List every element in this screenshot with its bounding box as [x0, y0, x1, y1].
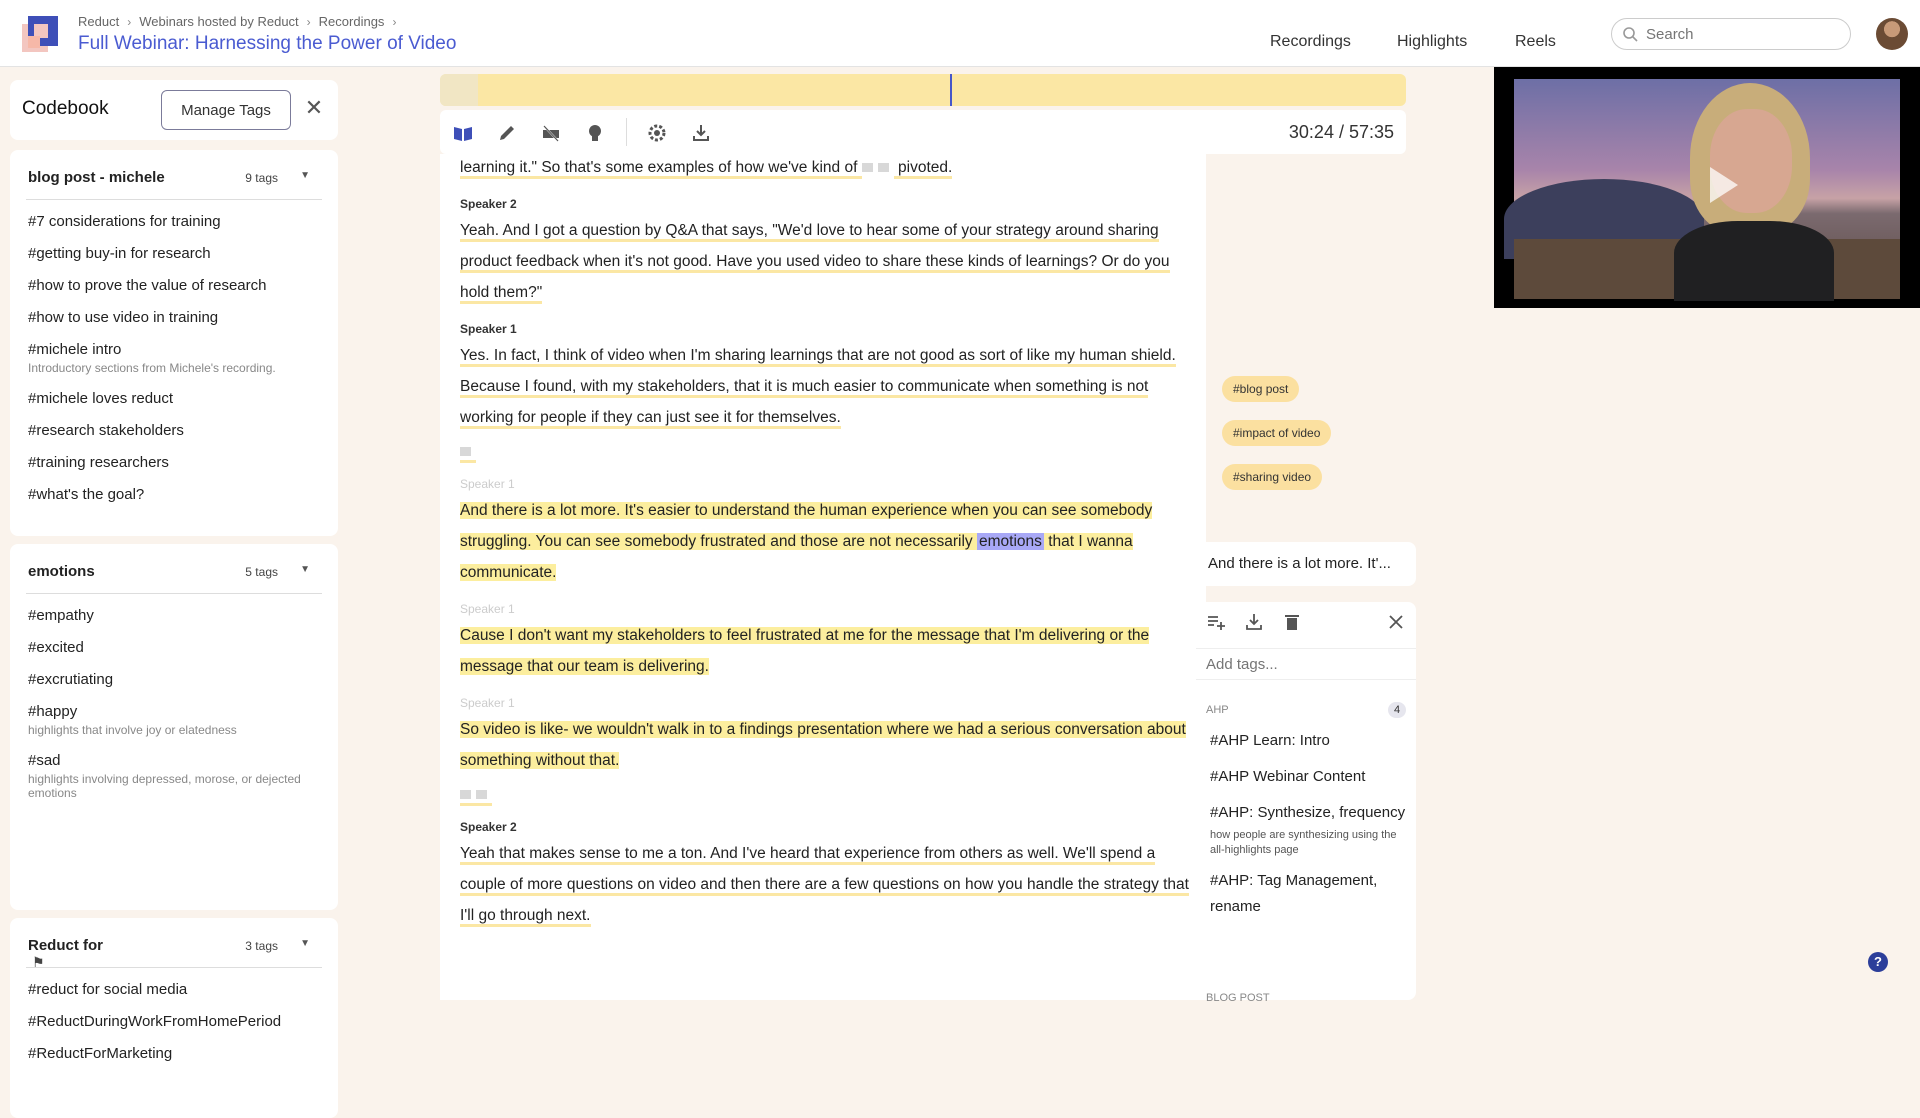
tag-label: #how to prove the value of research [28, 277, 267, 294]
tag-label: #excited [28, 639, 84, 656]
transcript-text: Yeah. And I got a question by Q&A that says, "We'd love to hear some of your strategy around sharing product feedback when it's not good. Have you used video to share these kinds of learnings? Or do you hold them?" [460, 222, 1170, 304]
flag-icon[interactable]: ⚑ [32, 954, 45, 970]
tag-label: #7 considerations for training [28, 213, 221, 230]
tag-suggestion-description: how people are synthesizing using the all-highlights page [1210, 829, 1397, 856]
speaker-label: Speaker 1 [460, 696, 515, 710]
tag-group-name: emotions [28, 563, 95, 580]
tag-label: #empathy [28, 607, 94, 624]
tag-label: #training researchers [28, 454, 169, 471]
add-to-playlist-icon[interactable] [1206, 612, 1226, 632]
page-title: Full Webinar: Harnessing the Power of Video [78, 33, 457, 54]
tag-item[interactable] [28, 238, 320, 270]
close-icon[interactable]: ✕ [304, 95, 324, 120]
breadcrumb [78, 14, 396, 29]
tag-panel [1196, 602, 1416, 1004]
tag-label: #what's the goal? [28, 486, 145, 503]
margin-tag-chip[interactable]: #blog post [1222, 376, 1299, 402]
transcript-text: pivoted. [894, 159, 953, 179]
tag-suggestion-list [1210, 724, 1406, 926]
tag-group-header[interactable] [26, 918, 322, 968]
tag-item[interactable] [28, 302, 320, 334]
tag-suggestion-label: #AHP Learn: Intro [1210, 732, 1330, 749]
tag-suggestion[interactable] [1210, 796, 1406, 864]
codebook-title: Codebook [22, 98, 109, 119]
transcript-panel[interactable] [440, 154, 1206, 1000]
tag-item[interactable] [28, 1006, 320, 1038]
speaker-label: Speaker 1 [460, 602, 515, 616]
transcript-paragraph[interactable] [460, 340, 1190, 433]
avatar[interactable] [1876, 18, 1908, 50]
breadcrumb-item[interactable]: Recordings [318, 14, 385, 29]
nav-reels[interactable]: Reels [1515, 33, 1556, 50]
tag-description: Introductory sections from Michele's recording. [28, 361, 276, 375]
marker-row [460, 786, 492, 806]
tag-item[interactable] [28, 1038, 320, 1070]
tag-group-card [10, 544, 338, 910]
tag-item[interactable] [28, 696, 320, 745]
transcript-paragraph[interactable] [460, 838, 1190, 931]
tag-group-header[interactable] [26, 544, 322, 594]
editor-toolbar [440, 110, 1406, 154]
speaker-video [1674, 79, 1834, 296]
nav-highlights[interactable]: Highlights [1397, 33, 1468, 50]
transcript-paragraph[interactable] [460, 152, 1190, 183]
tag-label: #michele loves reduct [28, 390, 174, 407]
tag-group-count: 3 tags [245, 939, 278, 953]
marker-row [460, 443, 476, 463]
tag-list [10, 200, 338, 521]
marker-icon [460, 790, 471, 799]
tag-list [10, 968, 338, 1080]
caret-down-icon[interactable]: ▼ [300, 564, 310, 575]
tag-list [10, 594, 338, 818]
transcript-text: Cause I don't want my stakeholders to feel frustrated at me for the message that I'm delivering or the message that our team is delivering. [460, 627, 1150, 675]
chevron-right-icon: › [127, 14, 132, 29]
tag-label: #reduct for social media [28, 981, 188, 998]
tag-group-count: 5 tags [245, 565, 278, 579]
lightbulb-icon[interactable] [584, 122, 606, 144]
book-icon[interactable] [452, 122, 474, 144]
download-icon[interactable] [1244, 612, 1264, 632]
speaker-label: Speaker 1 [460, 322, 517, 336]
breadcrumb-item[interactable]: Webinars hosted by Reduct [139, 14, 299, 29]
tag-group-card [10, 150, 338, 536]
marker-icon [862, 163, 873, 172]
margin-tag-chip[interactable]: #sharing video [1222, 464, 1322, 490]
tag-suggestion-label: #AHP: Synthesize, frequency [1210, 804, 1406, 821]
tag-panel-group-label: BLOG POST [1206, 992, 1270, 1004]
tag-panel-actions [1196, 602, 1416, 642]
tag-group-header[interactable] [26, 150, 322, 200]
speaker-label: Speaker 2 [460, 197, 517, 211]
manage-tags-button[interactable]: Manage Tags [161, 90, 291, 130]
trash-icon[interactable] [1282, 612, 1302, 632]
tag-item[interactable] [28, 974, 320, 1006]
tag-label: #sad [28, 752, 61, 769]
highlight-snippet[interactable]: And there is a lot more. It'... [1196, 542, 1416, 586]
timeline-scrubber[interactable] [440, 74, 1406, 106]
gear-icon[interactable] [646, 122, 668, 144]
codebook-sidebar [10, 80, 338, 1062]
breadcrumb-item[interactable]: Reduct [78, 14, 120, 29]
video-frame [1514, 79, 1900, 296]
tag-label: #ReductDuringWorkFromHomePeriod [28, 1013, 282, 1030]
tag-item[interactable] [28, 206, 320, 238]
search-input[interactable] [1646, 26, 1826, 43]
margin-tag-chip[interactable]: #impact of video [1222, 420, 1331, 446]
chevron-right-icon: › [306, 14, 311, 29]
tag-item[interactable] [28, 664, 320, 696]
tag-item[interactable] [28, 383, 320, 415]
search-box[interactable] [1611, 18, 1851, 50]
transcript-text: that I wanna communicate. [460, 533, 1133, 581]
speaker-label: Speaker 1 [460, 477, 515, 491]
reduct-logo[interactable] [20, 14, 60, 54]
add-tags-input[interactable] [1196, 648, 1416, 680]
tag-panel-group-label: AHP [1206, 704, 1229, 716]
caret-down-icon[interactable]: ▼ [300, 170, 310, 181]
marker-icon [878, 163, 889, 172]
transcript-text: Yes. In fact, I think of video when I'm sharing learnings that are not good as sort of like my human shield. Because I found, with my stakeholders, that it is much easier to communicate when something is not working for people if they can just see it for themselves. [460, 347, 1176, 429]
speaker-label: Speaker 2 [460, 820, 517, 834]
tag-label: #ReductForMarketing [28, 1045, 173, 1062]
tag-suggestion[interactable] [1210, 724, 1406, 760]
tag-item[interactable] [28, 600, 320, 632]
codebook-header [10, 80, 338, 140]
transcript-text: And there is a lot more. It's easier to understand the human experience when you can see somebody struggling. You can see somebody frustrated and those are not necessarily [460, 502, 1153, 550]
transcript-content [460, 154, 1190, 931]
search-icon [1622, 26, 1638, 42]
transcript-paragraph[interactable] [460, 620, 1190, 682]
pencil-icon[interactable] [496, 122, 518, 144]
tag-description: highlights involving depressed, morose, or dejected emotions [28, 772, 301, 800]
selected-word[interactable]: emotions [979, 533, 1042, 550]
transcript-paragraph[interactable] [460, 215, 1190, 308]
tag-label: #michele intro [28, 341, 122, 358]
playhead[interactable] [950, 74, 952, 106]
highlight-off-icon[interactable] [540, 122, 562, 144]
tag-group-name: Reduct for [28, 937, 103, 954]
tag-suggestion-label: #AHP Webinar Content [1210, 768, 1366, 785]
transcript-paragraph[interactable] [460, 714, 1190, 776]
tag-label: #happy [28, 703, 78, 720]
download-icon[interactable] [690, 122, 712, 144]
transcript-text: Yeah that makes sense to me a ton. And I've heard that experience from others as well. We'll spend a couple of more questions on video and then there are a few questions on how you handle the strategy that I'll go through next. [460, 845, 1189, 927]
nav-recordings[interactable]: Recordings [1270, 33, 1351, 50]
tag-label: #how to use video in training [28, 309, 219, 326]
transcript-text: So video is like- we wouldn't walk in to a findings presentation where we had a serious conversation about something without that. [460, 721, 1186, 769]
tag-item[interactable] [28, 632, 320, 664]
tag-group-name: blog post - michele [28, 169, 165, 186]
transcript-text: learning it." So that's some examples of how we've kind of [460, 159, 862, 179]
timeline-played-region [440, 74, 478, 106]
playback-time: 30:24 / 57:35 [1288, 122, 1394, 142]
tag-label: #getting buy-in for research [28, 245, 211, 262]
tag-suggestion[interactable] [1210, 760, 1406, 796]
toolbar-divider [626, 118, 627, 146]
tag-item[interactable] [28, 270, 320, 302]
tag-description: highlights that involve joy or elatedness [28, 723, 237, 737]
caret-down-icon[interactable]: ▼ [300, 938, 310, 949]
video-player[interactable] [1494, 67, 1920, 308]
tag-item[interactable] [28, 415, 320, 447]
help-icon[interactable]: ? [1868, 952, 1888, 972]
tag-group-count: 9 tags [245, 171, 278, 185]
close-icon[interactable] [1386, 612, 1406, 632]
tag-group-card [10, 918, 338, 1118]
tag-item[interactable] [28, 745, 320, 808]
marker-icon [460, 447, 471, 456]
tag-label: #research stakeholders [28, 422, 184, 439]
tag-item[interactable] [28, 447, 320, 479]
app-header [0, 0, 1920, 67]
tag-label: #excrutiating [28, 671, 114, 688]
tag-suggestion[interactable] [1210, 864, 1406, 926]
chevron-right-icon: › [392, 14, 397, 29]
play-icon[interactable] [1710, 167, 1738, 203]
transcript-paragraph[interactable] [460, 495, 1190, 588]
tag-suggestion-label: #AHP: Tag Management, rename [1210, 872, 1378, 915]
tag-panel-count-badge: 4 [1388, 702, 1406, 718]
tag-item[interactable] [28, 479, 320, 511]
tag-item[interactable] [28, 334, 320, 383]
marker-icon [476, 790, 487, 799]
